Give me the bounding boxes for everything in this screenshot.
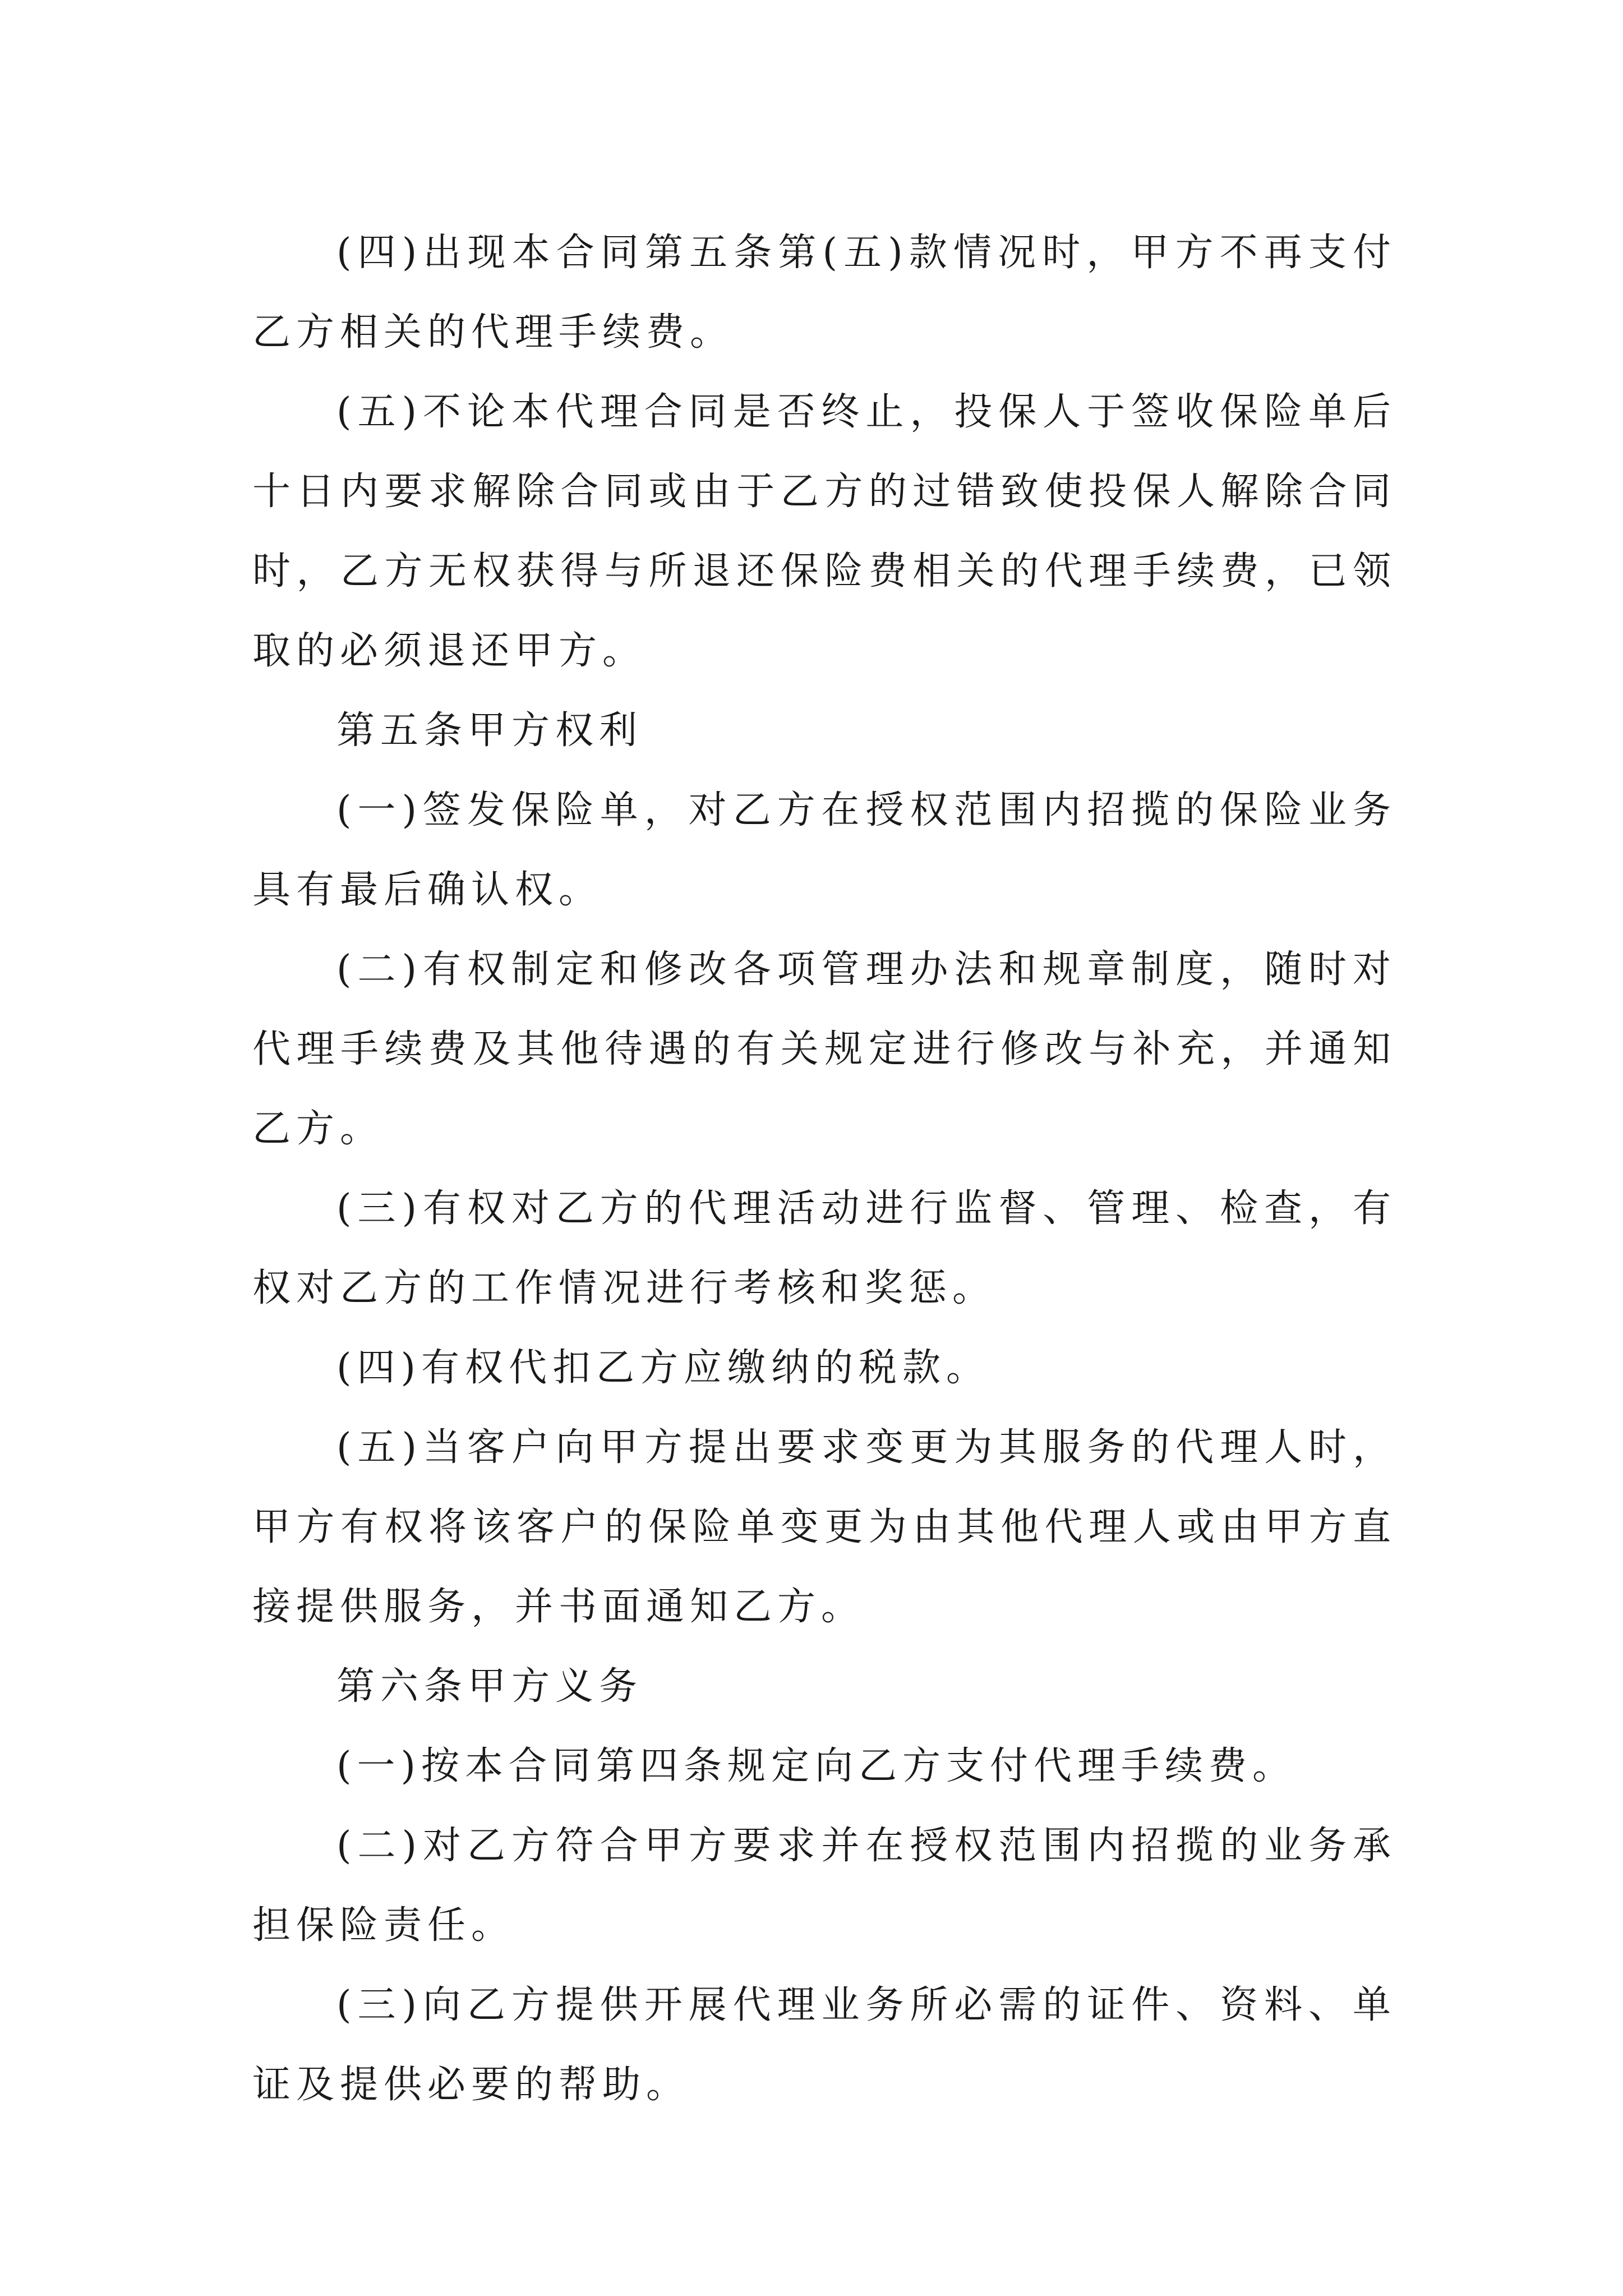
heading-article-6: 第六条甲方义务 bbox=[336, 1664, 643, 1709]
paragraph-clause-5-4: (四)有权代扣乙方应缴纳的税款。 bbox=[336, 1346, 990, 1390]
paragraph-clause-4-5: (五)不论本代理合同是否终止，投保人于签收保险单后十日内要求解除合同或由于乙方的过错致使投保人解除合同时，乙方无权获得与所退还保险费相关的代理手续费，已领取的必须退还甲方。 bbox=[252, 390, 1396, 673]
paragraph-clause-6-3: (三)向乙方提供开展代理业务所必需的证件、资料、单证及提供必要的帮助。 bbox=[252, 1983, 1396, 2107]
paragraph-clause-5-2: (二)有权制定和修改各项管理办法和规章制度，随时对代理手续费及其他待遇的有关规定进行修改与补充，并通知乙方。 bbox=[252, 947, 1396, 1151]
paragraph-clause-6-2: (二)对乙方符合甲方要求并在授权范围内招揽的业务承担保险责任。 bbox=[252, 1824, 1396, 1948]
paragraph-clause-5-5: (五)当客户向甲方提出要求变更为其服务的代理人时，甲方有权将该客户的保险单变更为由其他代理人或由甲方直接提供服务，并书面通知乙方。 bbox=[252, 1425, 1396, 1629]
paragraph-clause-4-4: (四)出现本合同第五条第(五)款情况时，甲方不再支付乙方相关的代理手续费。 bbox=[252, 231, 1396, 355]
paragraph-clause-5-1: (一)签发保险单，对乙方在授权范围内招揽的保险业务具有最后确认权。 bbox=[252, 788, 1396, 912]
heading-article-5: 第五条甲方权利 bbox=[336, 708, 643, 753]
paragraph-clause-5-3: (三)有权对乙方的代理活动进行监督、管理、检查，有权对乙方的工作情况进行考核和奖惩。 bbox=[252, 1186, 1396, 1310]
paragraph-clause-6-1: (一)按本合同第四条规定向乙方支付代理手续费。 bbox=[336, 1744, 1297, 1788]
document-body bbox=[252, 213, 1396, 2125]
